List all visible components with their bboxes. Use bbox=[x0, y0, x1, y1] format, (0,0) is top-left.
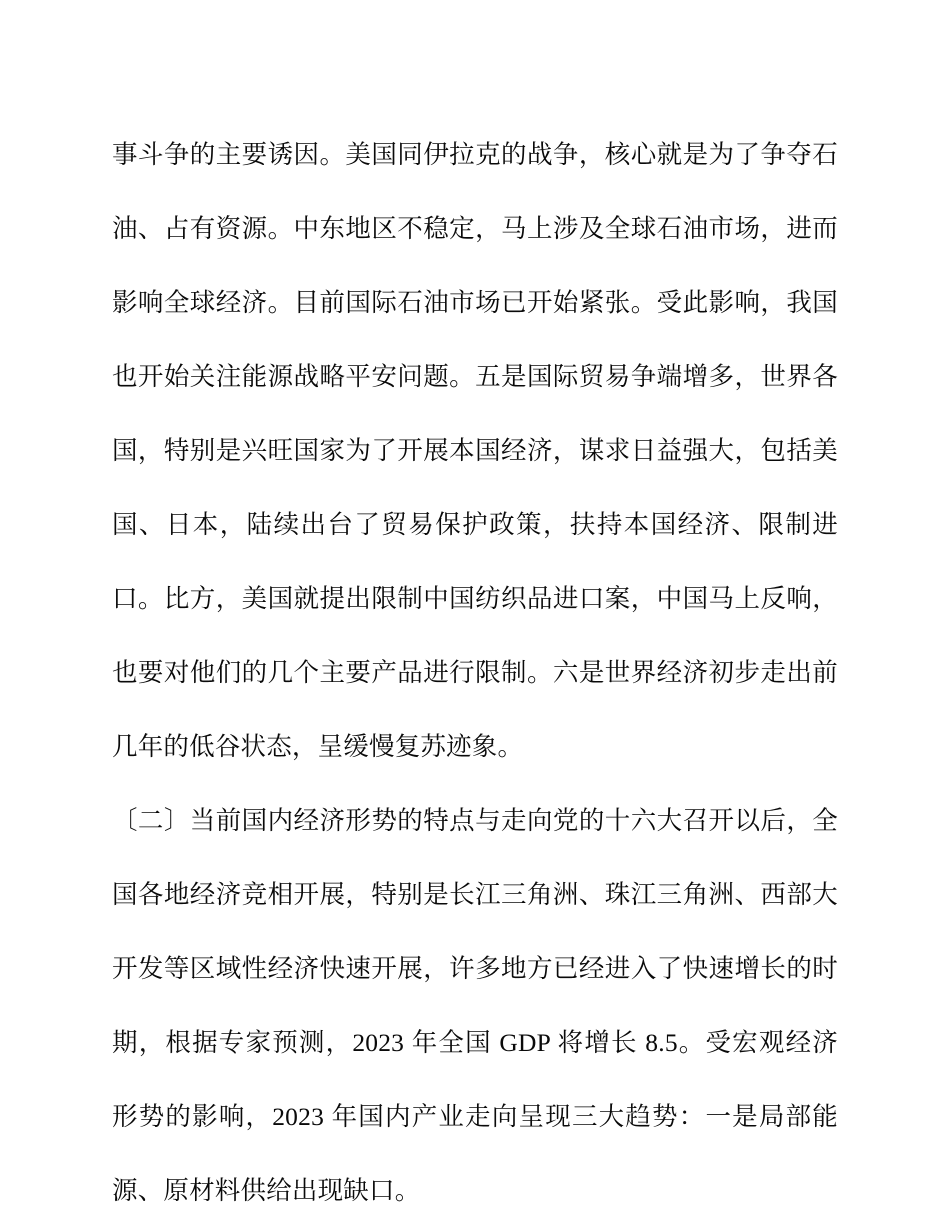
document-body bbox=[112, 118, 838, 1228]
paragraph-1: 事斗争的主要诱因。美国同伊拉克的战争，核心就是为了争夺石油、占有资源。中东地区不稳定，马上涉及全球石油市场，进而影响全球经济。目前国际石油市场已开始紧张。受此影响，我国也开始关注能源战略平安问题。五是国际贸易争端增多，世界各国，特别是兴旺国家为了开展本国经济，谋求日益强大，包括美国、日本，陆续出台了贸易保护政策，扶持本国经济、限制进口。比方，美国就提出限制中国纺织品进口案，中国马上反响，也要对他们的几个主要产品进行限制。六是世界经济初步走出前几年的低谷状态，呈缓慢复苏迹象。 bbox=[112, 140, 838, 761]
paragraph-2: 〔二〕当前国内经济形势的特点与走向党的十六大召开以后，全国各地经济竞相开展，特别是长江三角洲、珠江三角洲、西部大开发等区域性经济快速开展，许多地方已经进入了快速增长的时期，根据专家预测，2023 年全国 GDP 将增长 8.5。受宏观经济形势的影响，2023 年国内产业走向呈现三大趋势：一是局部能源、原材料供给出现缺口。 bbox=[112, 806, 838, 1205]
